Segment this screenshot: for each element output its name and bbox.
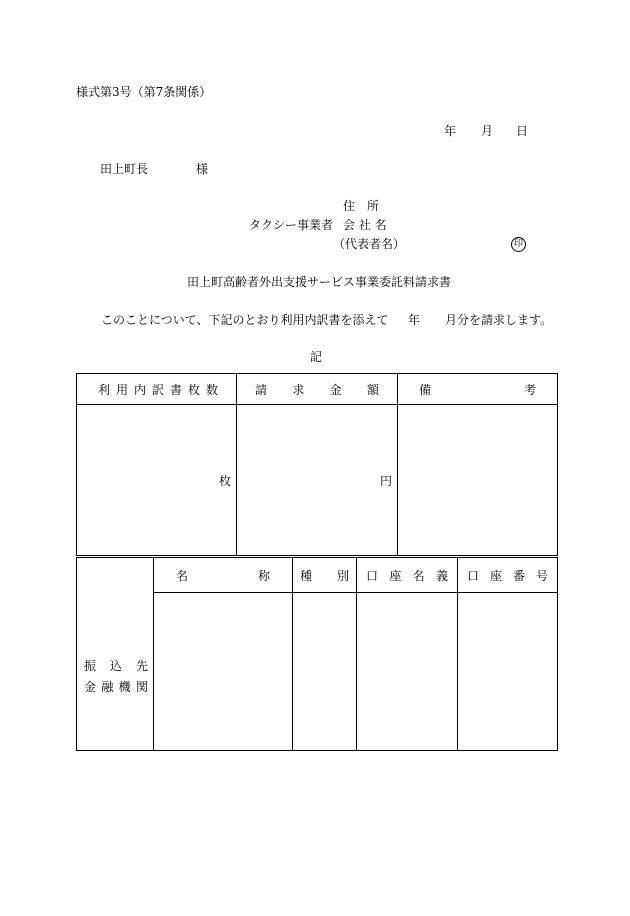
document-title: 田上町高齢者外出支援サービス事業委託料請求書 (187, 275, 452, 289)
header-holder: 口座名義 (366, 568, 448, 583)
seal-icon: 印 (511, 235, 526, 252)
header-remarks-cell (398, 374, 558, 405)
account-holder-value-cell[interactable] (357, 593, 458, 751)
bank-label-line1: 振 込 先 (84, 659, 148, 673)
bank-table (76, 557, 558, 751)
date-day: 日 (516, 124, 529, 138)
ki-label: 記 (310, 350, 323, 364)
header-holder-cell (357, 558, 458, 593)
header-type-1: 種 (300, 568, 313, 583)
header-type-cell (293, 558, 357, 593)
header-type-2: 別 (336, 568, 349, 583)
billing-table (76, 373, 558, 556)
count-value-cell[interactable] (77, 405, 237, 556)
address-label: 住 所 (343, 199, 380, 213)
statement-text: このことについて、下記のとおり利用内訳書を添えて (101, 313, 389, 327)
header-remarks-1: 備 (419, 382, 432, 397)
header-amount-cell (237, 374, 398, 405)
date-year: 年 (444, 124, 457, 138)
header-remarks-2: 考 (523, 382, 536, 397)
statement-year: 年 (408, 313, 421, 327)
header-amount-3: 金 (329, 382, 342, 397)
header-amount-2: 求 (292, 382, 305, 397)
bank-label-line1-row (84, 657, 148, 674)
header-count: 利用内訳書枚数 (98, 382, 218, 397)
form-number: 様式第3号（第7条関係） (76, 85, 212, 99)
account-type-value-cell[interactable] (293, 593, 357, 751)
addressee-name: 田上町長 (100, 162, 149, 176)
amount-value-cell[interactable] (237, 405, 398, 556)
date-month: 月 (481, 124, 494, 138)
header-count-cell (77, 374, 237, 405)
bank-name-value-cell[interactable] (154, 593, 293, 751)
header-number-cell (458, 558, 558, 593)
header-name-1: 名 (176, 568, 189, 583)
account-number-value-cell[interactable] (458, 593, 558, 751)
addressee-honorific: 様 (196, 162, 209, 176)
taxi-operator-label: タクシー事業者 (249, 218, 334, 232)
statement-month: 月分を請求します。 (445, 313, 553, 327)
representative-label: （代表者名） (333, 237, 406, 251)
bank-label-line2: 金融機関 (84, 680, 148, 694)
header-amount-4: 額 (366, 382, 379, 397)
unit-sheets: 枚 (218, 473, 231, 488)
header-name-2: 称 (257, 568, 270, 583)
header-number: 口座番号 (467, 568, 548, 583)
bank-label-cell (77, 558, 154, 751)
company-name-label: 会 社 名 (343, 218, 387, 232)
header-name-cell (154, 558, 293, 593)
remarks-value-cell[interactable] (398, 405, 558, 556)
unit-yen: 円 (379, 473, 392, 488)
header-amount-1: 請 (255, 382, 268, 397)
